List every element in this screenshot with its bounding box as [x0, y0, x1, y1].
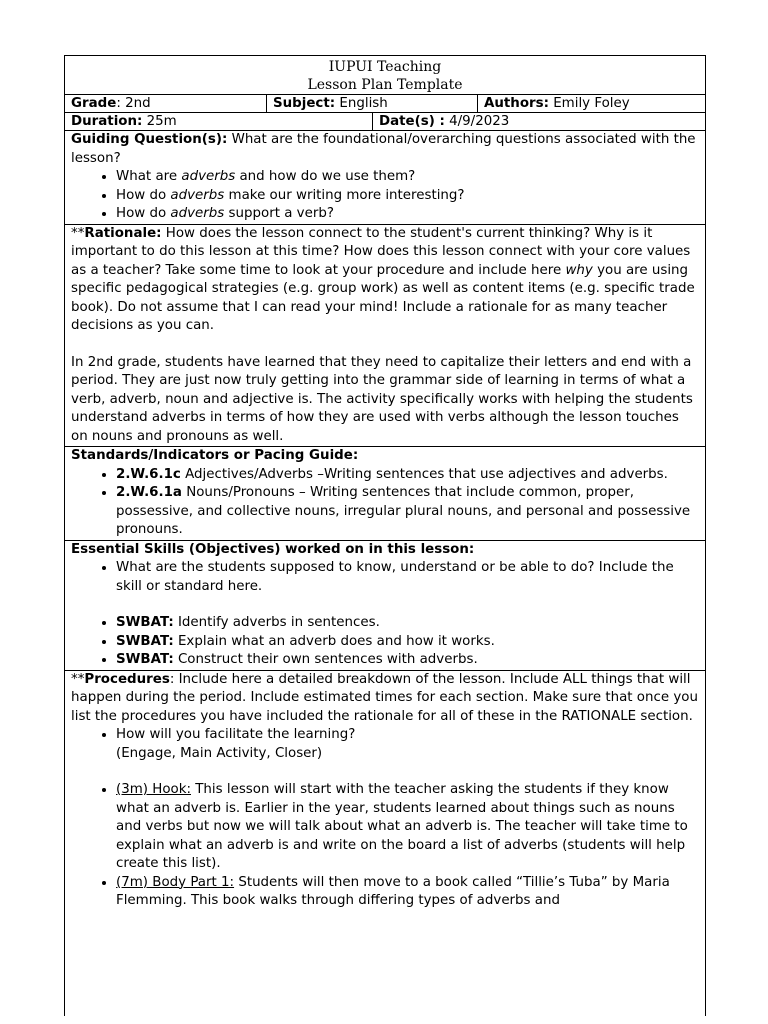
grade-value: : 2nd	[116, 96, 151, 111]
procedures-intro	[71, 671, 699, 727]
facilitate-text: How will you facilitate the learning?	[116, 727, 356, 742]
essential-skills-cell	[65, 541, 705, 671]
objective-text: Explain what an adverb does and how it works.	[173, 633, 495, 649]
objective-item	[116, 651, 699, 670]
standard-text: Adjectives/Adverbs –Writing sentences that use adjectives and adverbs.	[180, 466, 668, 482]
procedures-intro-text: : Include here a detailed breakdown of the lesson. Include ALL things that will happen during the period. Include estimated times for each section. Make sure that once you list the procedures you have included the rationale for all of these in the RATIONALE section.	[71, 671, 698, 724]
guiding-label: Guiding Question(s):	[71, 132, 228, 147]
procedure-step	[116, 781, 699, 874]
lesson-plan-table	[64, 55, 706, 1016]
q-text: make our writing more interesting?	[224, 187, 465, 203]
procedure-steps-list	[71, 781, 699, 911]
objective-label: SWBAT:	[116, 615, 174, 630]
grade-label: Grade	[71, 96, 117, 111]
standard-code: 2.W.6.1a	[116, 485, 182, 500]
standards-heading-text: Standards/Indicators or Pacing Guide:	[71, 448, 359, 463]
facilitate-list	[71, 726, 699, 763]
q-text: and how do we use them?	[235, 169, 416, 184]
subject-value: English	[335, 96, 388, 111]
rationale-text: How does the lesson connect to the student's current thinking? Why is it important to do this lesson at this time? How does this lesson connect with your core values as a teacher? Take some time to look at your procedure and include here	[71, 225, 691, 278]
rationale-body: In 2nd grade, students have learned that they need to capitalize their letters and end with a period. They are just now truly getting into the grammar side of learning in terms of what a verb, adverb, noun and adjective is. The activity specifically works with helping the students understand adverbs in terms of how they are used with verbs although the lesson touches on nouns and pronouns as well.	[71, 354, 693, 444]
guiding-question	[116, 187, 699, 206]
procedure-step	[116, 874, 699, 911]
guiding-question-list	[71, 168, 699, 224]
q-emphasis: adverbs	[170, 206, 225, 221]
q-text: How do	[116, 206, 171, 221]
grade-subject-authors-row	[65, 95, 705, 113]
objective-text: Identify adverbs in sentences.	[173, 615, 380, 630]
grade-cell	[65, 95, 266, 112]
duration-value: 25m	[142, 114, 177, 129]
spacer	[71, 763, 699, 781]
guiding-intro-text: What are the foundational/overarching questions associated with the lesson?	[71, 132, 696, 166]
standard-text: Nouns/Pronouns – Writing sentences that include common, proper, possessive, and collective nouns, irregular plural nouns, and personal and possessive pronouns.	[116, 485, 691, 537]
dates-cell	[372, 113, 705, 130]
step-label: (3m) Hook:	[116, 782, 191, 797]
q-text: What are	[116, 169, 182, 184]
guiding-intro	[71, 131, 699, 168]
objective-label: SWBAT:	[116, 633, 174, 649]
skills-prompt-list	[71, 559, 699, 596]
rationale-emphasis: why	[565, 262, 593, 278]
guiding-questions-cell	[65, 131, 705, 225]
subject-cell	[266, 95, 477, 112]
objective-item	[116, 614, 699, 633]
objective-label: SWBAT:	[116, 652, 174, 667]
standard-item	[116, 484, 699, 540]
facilitate-item	[116, 726, 699, 763]
step-text: Students will then move to a book called “Tillie’s Tuba” by Maria Flemming. This book walks through differing types of adverbs and	[116, 874, 670, 908]
standard-item	[116, 466, 699, 485]
step-text: This lesson will start with the teacher asking the students if they know what an adverb is. Earlier in the year, students learned about things such as nouns and verbs but now we will talk about what an adverb is. The teacher will take time to explain what an adverb is and write on the board a list of adverbs (students will help create this list).	[116, 782, 688, 871]
duration-cell	[65, 113, 372, 130]
rationale-cell	[65, 225, 705, 448]
skills-heading	[71, 541, 699, 560]
procedures-label: Procedures	[84, 671, 170, 687]
guiding-question	[116, 168, 699, 187]
authors-label: Authors:	[484, 96, 549, 111]
duration-date-row	[65, 113, 705, 131]
authors-cell	[477, 95, 705, 112]
header-title-line1: IUPUI Teaching	[328, 59, 442, 75]
duration-label: Duration:	[71, 114, 143, 129]
skills-prompt: • What are the students supposed to know, understand or be able to do? Include the skill or standard here.	[116, 559, 699, 596]
skills-heading-text: Essential Skills (Objectives) worked on in this lesson:	[71, 541, 475, 557]
procedures-cell	[65, 671, 705, 911]
standards-cell	[65, 447, 705, 541]
objectives-list	[71, 614, 699, 670]
rationale-label: Rationale:	[84, 225, 162, 241]
procedures-stars: **	[71, 671, 85, 687]
authors-value: Emily Foley	[548, 96, 630, 111]
spacer	[71, 336, 699, 354]
rationale-prompt	[71, 225, 699, 336]
rationale-text: you are using specific pedagogical strategies (e.g. group work) as well as content items (e.g. specific trade book). Do not assume that I can read your mind! Include a rationale for as many teacher decisions as you can.	[71, 262, 695, 333]
q-emphasis: adverbs	[181, 169, 236, 184]
objective-item	[116, 633, 699, 652]
spacer	[71, 596, 699, 614]
standards-list	[71, 466, 699, 540]
dates-value: 4/9/2023	[444, 114, 510, 129]
standard-code: 2.W.6.1c	[116, 466, 181, 482]
subject-label: Subject:	[273, 96, 336, 111]
q-text: How do	[116, 187, 171, 203]
dates-label: Date(s) :	[379, 114, 445, 129]
q-emphasis: adverbs	[170, 187, 225, 203]
guiding-question	[116, 205, 699, 224]
header-cell	[65, 56, 705, 95]
standards-heading	[71, 447, 699, 466]
facilitate-subtext: (Engage, Main Activity, Closer)	[116, 745, 323, 761]
step-label: (7m) Body Part 1:	[116, 874, 235, 890]
objective-text: Construct their own sentences with adverbs.	[173, 652, 478, 667]
rationale-stars: **	[71, 225, 85, 241]
q-text: support a verb?	[224, 206, 334, 221]
header-title-line2: Lesson Plan Template	[307, 77, 463, 93]
